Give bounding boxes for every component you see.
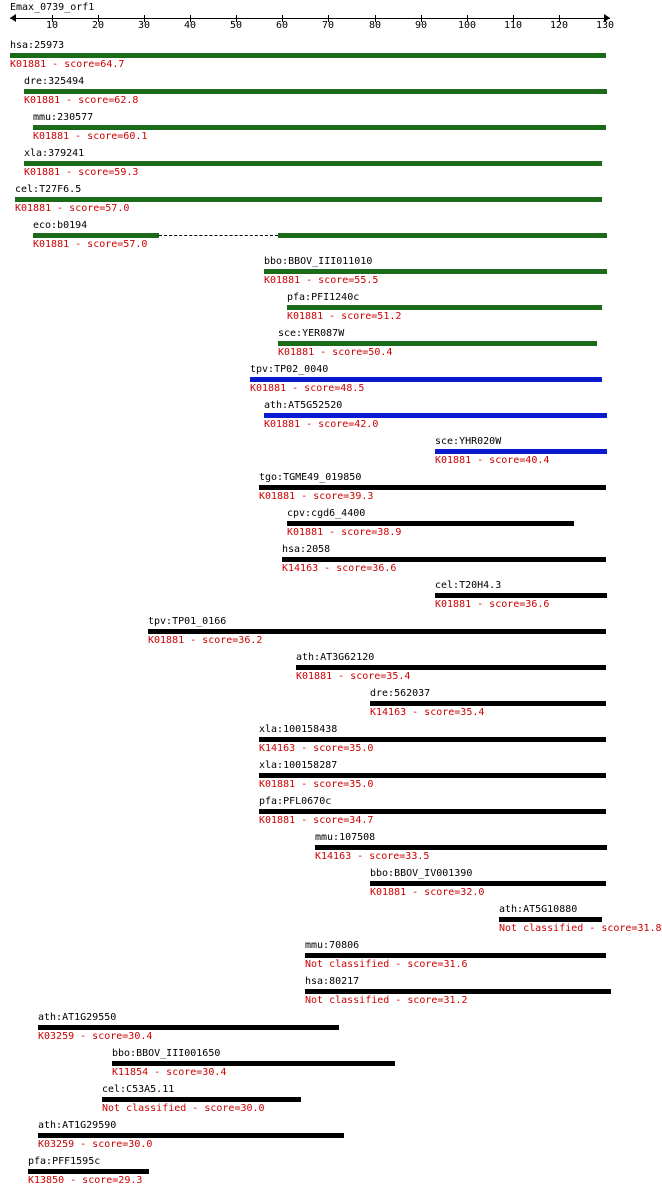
- alignment-bar[interactable]: [259, 485, 606, 490]
- hit-score-label[interactable]: K01881 - score=50.4: [278, 347, 393, 358]
- hit-name[interactable]: sce:YHR020W: [435, 436, 502, 447]
- hit-name[interactable]: xla:100158287: [259, 760, 338, 771]
- alignment-bar[interactable]: [264, 269, 607, 274]
- hit-score-label[interactable]: K01881 - score=51.2: [287, 311, 402, 322]
- alignment-bar[interactable]: [38, 1133, 344, 1138]
- hit-score-label[interactable]: K01881 - score=57.0: [33, 239, 148, 250]
- alignment-bar[interactable]: [24, 89, 607, 94]
- ruler-tick-label: 30: [137, 20, 151, 31]
- alignment-bar[interactable]: [305, 953, 606, 958]
- hit-score-label[interactable]: K01881 - score=64.7: [10, 59, 125, 70]
- alignment-bar[interactable]: [250, 377, 602, 382]
- hit-name[interactable]: ath:AT3G62120: [296, 652, 375, 663]
- hit-name[interactable]: mmu:107508: [315, 832, 376, 843]
- hit-score-label[interactable]: K11854 - score=30.4: [112, 1067, 227, 1078]
- alignment-bar[interactable]: [296, 665, 606, 670]
- ruler-tick-label: 40: [183, 20, 197, 31]
- hit-name[interactable]: mmu:230577: [33, 112, 94, 123]
- alignment-bar[interactable]: [315, 845, 607, 850]
- alignment-bar[interactable]: [435, 593, 607, 598]
- hit-score-label[interactable]: K01881 - score=59.3: [24, 167, 139, 178]
- hit-name[interactable]: bbo:BBOV_III001650: [112, 1048, 221, 1059]
- hit-score-label[interactable]: K01881 - score=42.0: [264, 419, 379, 430]
- hit-name[interactable]: tpv:TP02_0040: [250, 364, 329, 375]
- alignment-bar[interactable]: [148, 629, 606, 634]
- hit-score-label[interactable]: K13850 - score=29.3: [28, 1175, 143, 1186]
- alignment-bar[interactable]: [259, 773, 606, 778]
- ruler-tick-label: 60: [275, 20, 289, 31]
- ruler-tick-label: 90: [414, 20, 428, 31]
- hit-score-label[interactable]: Not classified - score=31.8: [499, 923, 662, 934]
- hit-score-label[interactable]: K01881 - score=48.5: [250, 383, 365, 394]
- alignment-bar[interactable]: [287, 521, 574, 526]
- hit-name[interactable]: tpv:TP01_0166: [148, 616, 227, 627]
- hit-name[interactable]: pfa:PFL0670c: [259, 796, 332, 807]
- ruler-tick-label: 50: [229, 20, 243, 31]
- ruler-tick-label: 80: [368, 20, 382, 31]
- hit-name[interactable]: tgo:TGME49_019850: [259, 472, 362, 483]
- hit-name[interactable]: cel:T27F6.5: [15, 184, 82, 195]
- ruler-tick-label: 110: [503, 20, 523, 31]
- alignment-bar[interactable]: [112, 1061, 395, 1066]
- hit-score-label[interactable]: K01881 - score=34.7: [259, 815, 374, 826]
- hit-name[interactable]: hsa:80217: [305, 976, 360, 987]
- hit-name[interactable]: pfa:PFF1595c: [28, 1156, 101, 1167]
- alignment-bar[interactable]: [33, 125, 606, 130]
- alignment-bar[interactable]: [282, 557, 606, 562]
- hit-name[interactable]: dre:562037: [370, 688, 431, 699]
- hit-score-label[interactable]: K01881 - score=57.0: [15, 203, 130, 214]
- hit-name[interactable]: bbo:BBOV_IV001390: [370, 868, 473, 879]
- hit-score-label[interactable]: K01881 - score=32.0: [370, 887, 485, 898]
- hit-name[interactable]: pfa:PFI1240c: [287, 292, 360, 303]
- alignment-bar[interactable]: [278, 233, 607, 238]
- alignment-bar[interactable]: [24, 161, 602, 166]
- hit-name[interactable]: xla:100158438: [259, 724, 338, 735]
- alignment-bar[interactable]: [278, 341, 597, 346]
- hit-score-label[interactable]: K01881 - score=39.3: [259, 491, 374, 502]
- alignment-bar[interactable]: [287, 305, 602, 310]
- ruler-tick-label: 70: [321, 20, 335, 31]
- hit-name[interactable]: dre:325494: [24, 76, 85, 87]
- hit-score-label[interactable]: K03259 - score=30.4: [38, 1031, 153, 1042]
- hit-score-label[interactable]: K01881 - score=40.4: [435, 455, 550, 466]
- alignment-bar[interactable]: [33, 233, 159, 238]
- alignment-bar[interactable]: [264, 413, 607, 418]
- query-title: Emax_0739_orf1: [10, 2, 95, 13]
- hit-score-label[interactable]: K01881 - score=36.6: [435, 599, 550, 610]
- hit-score-label[interactable]: Not classified - score=30.0: [102, 1103, 265, 1114]
- alignment-bar[interactable]: [305, 989, 611, 994]
- hit-name[interactable]: ath:AT5G10880: [499, 904, 578, 915]
- hit-score-label[interactable]: K14163 - score=33.5: [315, 851, 430, 862]
- alignment-bar[interactable]: [259, 809, 606, 814]
- alignment-bar[interactable]: [370, 701, 606, 706]
- hit-score-label[interactable]: K03259 - score=30.0: [38, 1139, 153, 1150]
- hit-score-label[interactable]: Not classified - score=31.6: [305, 959, 468, 970]
- alignment-gap: [159, 235, 278, 236]
- hit-score-label[interactable]: K01881 - score=36.2: [148, 635, 263, 646]
- hit-name[interactable]: hsa:25973: [10, 40, 65, 51]
- ruler-tick-label: 10: [45, 20, 59, 31]
- hit-score-label[interactable]: K14163 - score=35.4: [370, 707, 485, 718]
- hit-name[interactable]: ath:AT1G29590: [38, 1120, 117, 1131]
- ruler-tick-label: 120: [549, 20, 569, 31]
- hit-name[interactable]: cpv:cgd6_4400: [287, 508, 366, 519]
- hit-score-label[interactable]: K01881 - score=35.0: [259, 779, 374, 790]
- alignment-bar[interactable]: [259, 737, 606, 742]
- hit-name[interactable]: xla:379241: [24, 148, 85, 159]
- hit-score-label[interactable]: K01881 - score=38.9: [287, 527, 402, 538]
- hit-name[interactable]: ath:AT1G29550: [38, 1012, 117, 1023]
- hit-name[interactable]: sce:YER087W: [278, 328, 345, 339]
- hit-name[interactable]: mmu:70806: [305, 940, 360, 951]
- hit-name[interactable]: bbo:BBOV_III011010: [264, 256, 373, 267]
- alignment-bar[interactable]: [38, 1025, 339, 1030]
- hit-score-label[interactable]: K01881 - score=35.4: [296, 671, 411, 682]
- ruler-tick-label: 20: [91, 20, 105, 31]
- hit-name[interactable]: cel:T20H4.3: [435, 580, 502, 591]
- ruler-tick-label: 130: [595, 20, 615, 31]
- hit-score-label[interactable]: K01881 - score=55.5: [264, 275, 379, 286]
- hit-name[interactable]: eco:b0194: [33, 220, 88, 231]
- hit-score-label[interactable]: K14163 - score=36.6: [282, 563, 397, 574]
- alignment-bar[interactable]: [370, 881, 606, 886]
- hit-name[interactable]: hsa:2058: [282, 544, 331, 555]
- hit-name[interactable]: cel:C53A5.11: [102, 1084, 175, 1095]
- ruler-tick-label: 100: [457, 20, 477, 31]
- ruler-axis: [10, 18, 610, 19]
- alignment-bar[interactable]: [28, 1169, 149, 1174]
- alignment-bar[interactable]: [102, 1097, 301, 1102]
- hit-score-label[interactable]: K01881 - score=60.1: [33, 131, 148, 142]
- alignment-bar[interactable]: [435, 449, 607, 454]
- hit-score-label[interactable]: K14163 - score=35.0: [259, 743, 374, 754]
- alignment-bar[interactable]: [10, 53, 606, 58]
- alignment-bar[interactable]: [15, 197, 602, 202]
- hit-score-label[interactable]: K01881 - score=62.8: [24, 95, 139, 106]
- alignment-bar[interactable]: [499, 917, 602, 922]
- hit-score-label[interactable]: Not classified - score=31.2: [305, 995, 468, 1006]
- hit-name[interactable]: ath:AT5G52520: [264, 400, 343, 411]
